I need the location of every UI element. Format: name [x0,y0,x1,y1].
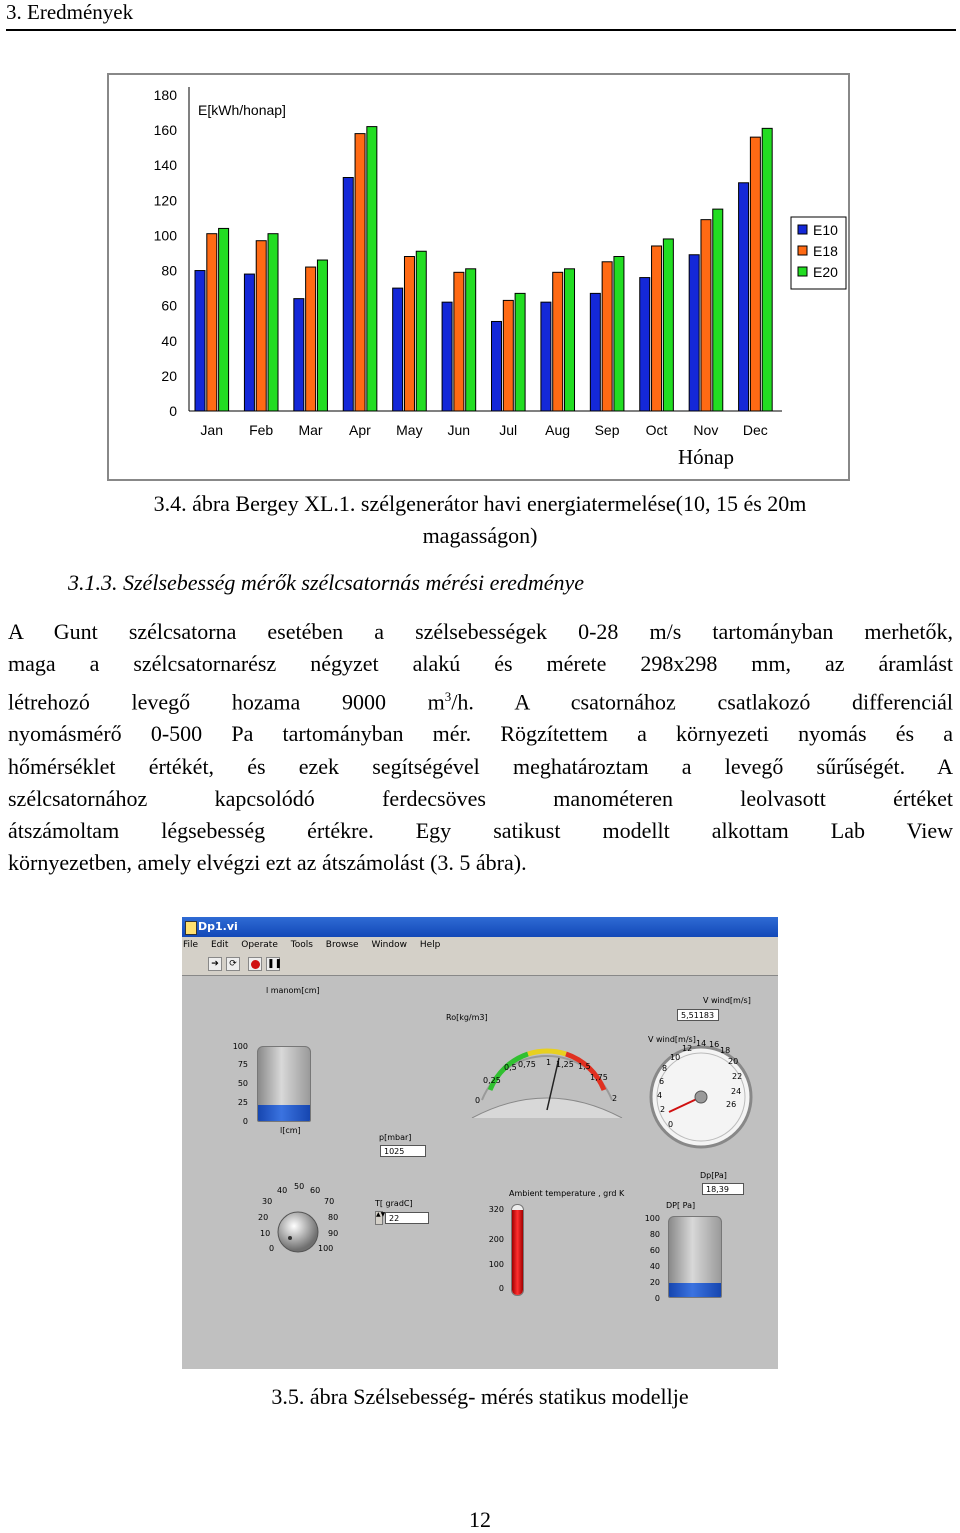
vwind-gauge [646,1042,756,1152]
lcm-tick-100: 100 [318,1244,334,1253]
legend-label-e20: E20 [813,264,838,280]
ro-tick-125: 1,25 [556,1060,574,1069]
run-arrow-icon[interactable]: ➔ [208,957,222,971]
bar-e18 [503,300,513,411]
pause-icon[interactable]: ❚❚ [267,959,283,969]
bar-e20 [317,260,327,411]
dp-tick-20: 20 [649,1278,660,1287]
body-paragraph [8,616,953,880]
menu-operate[interactable]: Operate [241,940,278,950]
vwind-indicator: 5,51183 [677,1009,719,1021]
lcm-tick-20: 20 [258,1213,269,1222]
vwind-tick-12: 12 [682,1044,693,1053]
manom-tick-25: 25 [237,1098,248,1107]
x-tick-label: Nov [693,422,719,438]
dp-tick-60: 60 [649,1246,660,1255]
menu-help[interactable]: Help [419,940,441,950]
bar-e18 [256,241,266,411]
bar-e20 [565,269,575,411]
para-line-4: nyomásmérő 0-500 Pa tartományban mér. Rögzítettem a környezeti nyomás és a [8,721,953,747]
lcm-tick-0: 0 [269,1244,275,1253]
lcm-tick-60: 60 [310,1186,321,1195]
x-tick-label: Mar [298,422,323,438]
bar-e20 [268,234,278,411]
figure-caption-3-5: 3.5. ábra Szélsebesség- mérés statikus modellje [271,1384,689,1409]
vwind-tick-8: 8 [662,1064,668,1073]
vwind-tick-2: 2 [660,1105,666,1114]
lcm-tick-80: 80 [328,1213,339,1222]
menu-edit[interactable]: Edit [210,940,229,950]
p-input[interactable]: 1025 [380,1145,426,1157]
ro-tick-025: 0,25 [483,1076,501,1085]
lcm-tick-90: 90 [328,1229,339,1238]
window-title: Dp1.vi [198,920,238,933]
bar-e18 [355,134,365,411]
legend-swatch-e18 [798,246,807,255]
manom-label: l manom[cm] [266,986,320,995]
y-tick-label: 180 [153,87,177,103]
x-tick-label: Sep [594,422,620,438]
bar-e10 [739,183,749,411]
vwind-tick-24: 24 [731,1087,742,1096]
menu-browse[interactable]: Browse [325,940,359,950]
bar-e20 [466,269,476,411]
section-heading: 3.1.3. Szélsebesség mérők szélcsatornás mérési eredménye [68,570,585,595]
dp-label: Dp[Pa] [700,1171,727,1180]
lcm-tick-50: 50 [294,1182,305,1191]
page-number: 12 [469,1507,491,1532]
manom-tick-50: 50 [237,1079,248,1088]
vwind-tick-18: 18 [720,1046,731,1055]
para-line-1: A Gunt szélcsatorna esetében a szélsebességek 0-28 m/s tartományban merhetők, [8,619,953,644]
ro-tick-075: 0,75 [518,1060,536,1069]
dp-tick-40: 40 [649,1262,660,1271]
caption-line-1: 3.4. ábra Bergey XL.1. szélgenerátor havi energiatermelése(10, 15 és 20m [153,491,807,516]
legend-swatch-e10 [798,225,807,234]
x-tick-label: Apr [349,422,371,438]
menu-file[interactable]: File [183,940,199,950]
x-tick-label: Jun [447,422,471,438]
bar-e18 [404,257,414,411]
page-header: 3. Eredmények [6,0,134,24]
lcm-tick-10: 10 [260,1229,271,1238]
dp-tank [668,1216,722,1298]
para-line-3-rest: /h. A csatornához csatlakozó differenciál [451,688,953,714]
figure-caption-3-4 [0,488,960,552]
y-axis-label: E[kWh/honap] [198,102,286,118]
bar-e18 [207,234,217,411]
bar-e20 [762,128,772,411]
vi-icon [185,921,197,935]
para-line-5: hőmérséklet értékét, és ezek segítségével meghatároztam a levegő sűrűségét. A [8,753,953,779]
vwind-tick-20: 20 [728,1057,739,1066]
run-continuous-icon[interactable]: ⟳ [226,957,240,971]
manom-tick-100: 100 [232,1042,248,1051]
bar-e18 [306,267,316,411]
bar-e10 [244,274,254,411]
y-tick-label: 20 [161,367,177,384]
para-line-8: környezetben, amely elvégzi ezt az átszámolást (3. 5 ábra). [8,850,527,876]
ambient-label: Ambient temperature , grd K [509,1189,625,1198]
p-label: p[mbar] [379,1133,412,1142]
vwind-label: V wind[m/s] [703,996,751,1005]
labview-titlebar [182,917,778,937]
x-axis-label: Hónap [678,445,734,469]
bar-e20 [713,209,723,411]
y-tick-label: 120 [153,192,177,209]
bar-e10 [393,288,403,411]
bar-e20 [614,257,624,411]
dp-tank-label: DP[ Pa] [666,1201,696,1210]
y-tick-label: 0 [169,403,177,419]
manometer-tank [257,1046,311,1122]
bar-e20 [367,127,377,411]
bar-e10 [541,302,551,411]
vwind-tick-14: 14 [696,1039,707,1048]
lcm-tick-70: 70 [324,1197,335,1206]
x-tick-label: Oct [645,422,668,438]
labview-menubar [182,937,778,953]
dp-tick-0: 0 [654,1294,660,1303]
x-tick-label: Feb [249,422,274,438]
ro-tick-1: 1 [546,1058,552,1067]
ro-tick-05: 0,5 [504,1063,517,1072]
bar-e10 [640,278,650,411]
bar-e18 [701,220,711,411]
manometer-fill [258,1105,310,1121]
bar-e10 [689,255,699,411]
y-tick-label: 140 [153,157,177,174]
para-line-7: átszámoltam légsebesség értékre. Egy satikust modellt alkottam Lab View [8,818,953,844]
bar-e18 [553,272,563,411]
y-tick-label: 40 [161,332,177,349]
energy-bar-chart [107,73,850,481]
superscript-3: 3 [444,688,452,704]
t-label: T[ gradC] [375,1199,413,1208]
lcm-tick-30: 30 [262,1197,273,1206]
legend-label-e18: E18 [813,243,838,259]
vwind-tick-22: 22 [732,1072,743,1081]
dp-fill [669,1283,721,1297]
bar-e20 [219,228,229,411]
caption-line-2: magasságon) [422,523,538,548]
ro-tick-2: 2 [612,1094,618,1103]
y-tick-label: 100 [153,227,177,244]
manom-tick-75: 75 [237,1060,248,1069]
ro-label: Ro[kg/m3] [446,1013,488,1022]
ambient-tick-0: 0 [498,1284,504,1293]
thermometer-fill [512,1210,523,1295]
y-tick-label: 60 [161,297,177,314]
manom-tick-0: 0 [242,1117,248,1126]
y-tick-label: 160 [153,122,177,139]
para-line-3 [8,681,953,719]
bar-e10 [195,271,205,411]
bar-e18 [750,137,760,411]
para-line-6: szélcsatornához kapcsolódó ferdecsöves manométeren leolvasott értéket [8,785,953,811]
para-line-3-start: létrehozó levegő hozama 9000 m [8,688,445,714]
legend-swatch-e20 [798,267,807,276]
vwind-tick-0: 0 [668,1120,674,1129]
ro-tick-15: 1,5 [578,1062,591,1071]
x-tick-label: Jul [499,422,518,438]
bar-e18 [652,246,662,411]
bar-e10 [442,302,452,411]
lcm-tick-40: 40 [277,1186,288,1195]
bar-e10 [294,299,304,411]
bar-e20 [416,251,426,411]
bar-e20 [663,239,673,411]
menu-tools[interactable]: Tools [290,940,313,950]
lcm-label: l[cm] [280,1126,301,1135]
vwind-tick-6: 6 [659,1077,665,1086]
ro-tick-0: 0 [475,1096,481,1105]
bar-e20 [515,293,525,411]
bar-e10 [343,178,353,411]
dp-indicator: 18,39 [702,1183,744,1195]
t-input[interactable]: 22 [385,1212,429,1224]
ro-yellow-band [528,1051,566,1054]
dp-tick-100: 100 [644,1214,660,1223]
vwind-tick-16: 16 [709,1040,720,1049]
ambient-tick-320: 320 [488,1205,504,1214]
bar-e18 [454,272,464,411]
ambient-tick-200: 200 [488,1235,504,1244]
t-increment-icon[interactable]: ▲▼ [375,1211,383,1225]
x-tick-label: Dec [742,422,768,438]
ambient-thermometer [511,1204,524,1296]
ambient-tick-100: 100 [488,1260,504,1269]
vwind-gauge-label: V wind[m/s] [648,1035,696,1044]
vwind-tick-4: 4 [657,1091,663,1100]
x-tick-label: Aug [545,422,571,438]
bar-e18 [602,262,612,411]
front-panel [182,976,778,1369]
lcm-knob[interactable] [274,1208,322,1256]
bar-e10 [492,321,502,411]
para-line-2: maga a szélcsatornarész négyzet alakú és mérete 298x298 mm, az áramlást [8,651,953,677]
y-tick-label: 80 [161,262,177,279]
labview-toolbar [182,953,778,976]
labview-screenshot [182,917,778,1369]
ro-tick-175: 1,75 [590,1073,608,1082]
menu-window[interactable]: Window [371,940,407,950]
header-rule [6,29,956,31]
vwind-tick-26: 26 [726,1100,737,1109]
bar-e10 [590,293,600,411]
x-tick-label: Jan [200,422,223,438]
abort-icon[interactable] [248,957,262,971]
vwind-tick-10: 10 [670,1053,681,1062]
legend-label-e10: E10 [813,222,838,238]
dp-tick-80: 80 [649,1230,660,1239]
x-tick-label: May [396,422,423,438]
